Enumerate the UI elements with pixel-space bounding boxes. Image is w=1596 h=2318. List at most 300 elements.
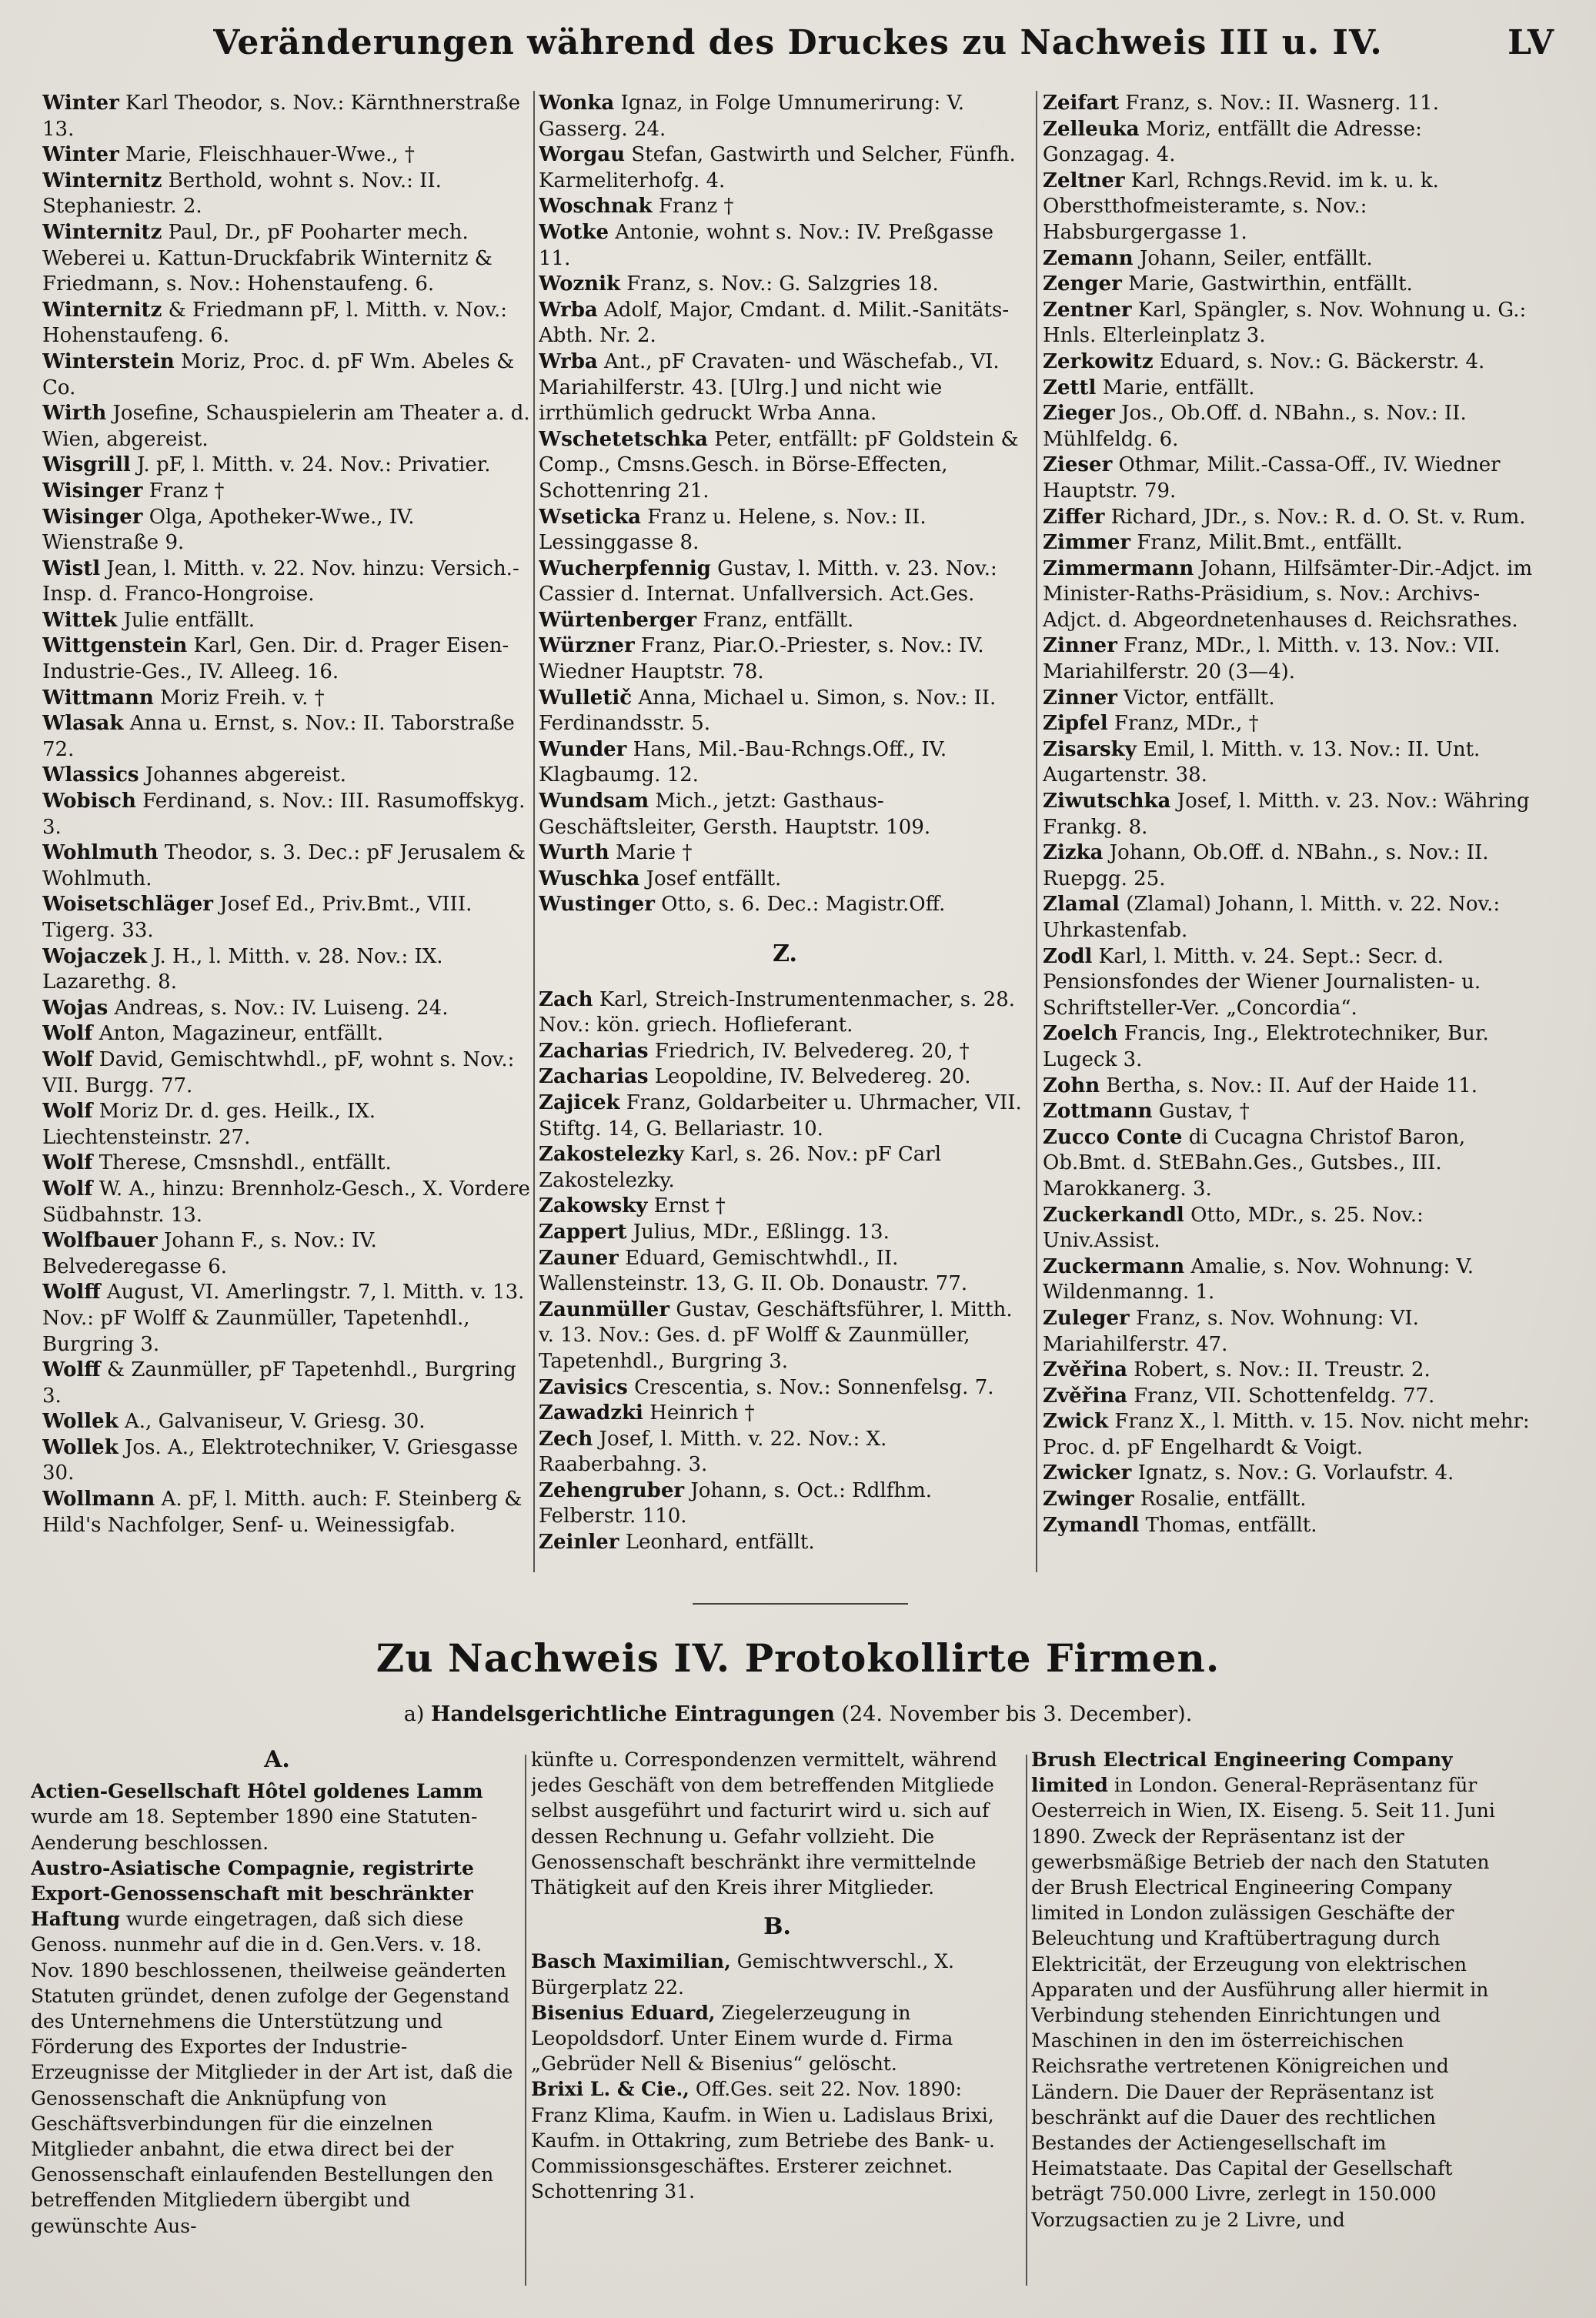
entry-name: Wolf xyxy=(42,1177,93,1201)
entry-text: Karl, Gen. Dir. d. Prager Eisen-Industrie-Ges., IV. Alleeg. 16. xyxy=(42,634,509,684)
entry-name: Zelleuka xyxy=(1043,117,1140,141)
directory-entry xyxy=(1043,840,1535,892)
directory-entry xyxy=(539,892,1031,918)
entry-name: Wolf xyxy=(42,1047,93,1071)
entry-name: Wollek xyxy=(42,1410,119,1434)
entry-text: Johann, Ob.Off. d. NBahn., s. Nov.: II. Ruepgg. 25. xyxy=(1043,841,1489,890)
directory-entry xyxy=(1043,401,1535,453)
directory-entry xyxy=(1043,117,1535,169)
entry-name: Wisgrill xyxy=(42,453,131,477)
entry-name: Wucherpfennig xyxy=(539,556,711,580)
directory-entry xyxy=(42,711,535,763)
entry-text: Marie, Gastwirthin, entfällt. xyxy=(1128,272,1413,296)
directory-entry xyxy=(1043,349,1535,376)
entry-text: Peter, entfällt: pF Goldstein & Comp., Cmsns.Gesch. in Börse-Effecten, Schottenring 21. xyxy=(539,427,1019,503)
directory-entry xyxy=(1043,1409,1535,1461)
directory-entry xyxy=(1043,944,1535,1022)
directory-entry xyxy=(42,220,535,298)
section-letter: Z. xyxy=(773,940,797,967)
directory-entry xyxy=(539,987,1031,1039)
directory-entry xyxy=(42,91,535,142)
entry-text: A. pF, l. Mitth. auch: F. Steinberg & Hild's Nachfolger, Senf- u. Weinessigfab. xyxy=(42,1488,523,1537)
entry-text: Josef, l. Mitth. v. 22. Nov.: X. Raaberbahng. 3. xyxy=(539,1427,887,1477)
entry-name: Woschnak xyxy=(539,195,653,219)
entry-text: Off.Ges. seit 22. Nov. 1890: Franz Klima, Kaufm. in Wien u. Ladislaus Brixi, Kaufm. in Ottakring, zum Betriebe des Bank- u. Commissionsgeschäftes. Ersterer zeichnet. Schottenring 31. xyxy=(531,2078,995,2203)
entry-name: Wseticka xyxy=(539,505,641,529)
entry-name: Zoelch xyxy=(1043,1022,1118,1046)
entry-text: Gustav, l. Mitth. v. 23. Nov.: Cassier d. Internat. Unfallversich. Act.Ges. xyxy=(539,556,997,606)
entry-name: Wrba xyxy=(539,298,598,322)
entry-text: David, Gemischtwhdl., pF, wohnt s. Nov.: VII. Burgg. 77. xyxy=(42,1047,515,1097)
directory-entry xyxy=(42,169,535,220)
entry-name: Zacharias xyxy=(539,1039,649,1063)
entry-name: Zaunmüller xyxy=(539,1298,670,1321)
section-letter: B. xyxy=(763,1913,791,1941)
entry-name: Winter xyxy=(42,143,119,167)
directory-entry xyxy=(1043,789,1535,840)
entry-name: Zlamal xyxy=(1043,893,1120,917)
directory-entry xyxy=(1043,1487,1535,1513)
directory-entry xyxy=(539,142,1031,194)
entry-name: Brush Electrical Engineering Company limited xyxy=(1031,1749,1453,1797)
entry-text: Olga, Apotheker-Wwe., IV. Wienstraße 9. xyxy=(42,505,415,555)
entry-text: Gustav, † xyxy=(1158,1100,1250,1124)
entry-name: Wolfbauer xyxy=(42,1229,158,1253)
entry-name: Zuckerkandl xyxy=(1043,1203,1184,1227)
entry-text: Moriz, entfällt die Adresse: Gonzagag. 4. xyxy=(1043,117,1422,167)
entry-name: Bisenius Eduard, xyxy=(531,2001,716,2024)
entry-name: Zawadzki xyxy=(539,1401,643,1425)
page-number: LV xyxy=(1508,23,1554,62)
entry-text: Franz, Piar.O.-Priester, s. Nov.: IV. Wiedner Hauptstr. 78. xyxy=(539,634,984,684)
entry-text: Anna, Michael u. Simon, s. Nov.: II. Ferdinandsstr. 5. xyxy=(539,686,997,736)
entry-text: Marie † xyxy=(615,841,693,865)
entry-name: Zeinler xyxy=(539,1531,619,1555)
entry-name: Winter xyxy=(42,92,119,115)
entry-text: Gustav, Geschäftsführer, l. Mitth. v. 13. Nov.: Ges. d. pF Wolff & Zaunmüller, Tapetenhdl., Burgring 3. xyxy=(539,1298,1013,1373)
entry-text: W. A., hinzu: Brennholz-Gesch., X. Vordere Südbahnstr. 13. xyxy=(42,1177,530,1227)
firms-column-2 xyxy=(531,1747,1023,2286)
entry-text: Franz, s. Nov.: II. Wasnerg. 11. xyxy=(1125,92,1439,115)
entry-name: Wulletič xyxy=(539,686,633,710)
entry-text: Franz, VII. Schottenfeldg. 77. xyxy=(1134,1384,1435,1408)
directory-entry xyxy=(42,1358,535,1409)
entry-name: Wschetetschka xyxy=(539,427,708,451)
directory-entry xyxy=(1043,1461,1535,1487)
entry-text: Jean, l. Mitth. v. 22. Nov. hinzu: Versich.-Insp. d. Franco-Hongroise. xyxy=(42,556,519,606)
entry-text: Karl, s. 26. Nov.: pF Carl Zakostelezky. xyxy=(539,1143,942,1192)
directory-entry xyxy=(1043,1074,1535,1100)
directory-entry xyxy=(531,2000,1023,2077)
entry-text: Josefine, Schauspielerin am Theater a. d. Wien, abgereist. xyxy=(42,402,530,451)
column-3 xyxy=(1043,91,1535,1576)
entry-text: Johannes abgereist. xyxy=(145,763,346,787)
entry-text: Jos. A., Elektrotechniker, V. Griesgasse 30. xyxy=(42,1435,519,1485)
directory-entry xyxy=(1043,169,1535,246)
entry-text: Karl Theodor, s. Nov.: Kärnthnerstraße 13. xyxy=(42,92,521,141)
entry-text: J. pF, l. Mitth. v. 24. Nov.: Privatier. xyxy=(137,453,491,477)
entry-name: Wirth xyxy=(42,402,107,426)
directory-entry xyxy=(42,1047,535,1099)
directory-entry xyxy=(42,892,535,944)
entry-name: Wohlmuth xyxy=(42,841,159,865)
entry-text: Hans, Mil.-Bau-Rchngs.Off., IV. Klagbaumg. 12. xyxy=(539,737,947,787)
entry-name: Zucco Conte xyxy=(1043,1125,1183,1149)
entry-name: Zizka xyxy=(1043,841,1104,865)
entry-text: Franz, MDr., † xyxy=(1114,712,1259,736)
directory-entry xyxy=(42,349,535,401)
directory-entry xyxy=(42,840,535,892)
directory-entry xyxy=(1043,1384,1535,1410)
entry-name: Zinner xyxy=(1043,686,1117,710)
entry-name: Zech xyxy=(539,1427,593,1451)
entry-text: Amalie, s. Nov. Wohnung: V. Wildenmanng. 1. xyxy=(1043,1254,1474,1304)
directory-entry xyxy=(539,1298,1031,1375)
entry-text: August, VI. Amerlingstr. 7, l. Mitth. v. 13. Nov.: pF Wolff & Zaunmüller, Tapetenhdl., Burgring 3. xyxy=(42,1281,525,1356)
directory-entry xyxy=(42,401,535,453)
entry-name: Woisetschläger xyxy=(42,893,214,917)
entry-text: di Cucagna Christof Baron, Ob.Bmt. d. StEBahn.Ges., Gutsbes., III. Marokkanerg. 3. xyxy=(1043,1125,1466,1201)
entry-text: Mich., jetzt: Gasthaus-Geschäftsleiter, Gersth. Hauptstr. 109. xyxy=(539,790,931,839)
entry-name: Wunder xyxy=(539,737,627,761)
entry-text: Thomas, entfällt. xyxy=(1145,1513,1317,1537)
entry-text: Victor, entfällt. xyxy=(1124,686,1275,710)
entry-name: Zakowsky xyxy=(539,1194,648,1218)
entry-text: A., Galvaniseur, V. Griesg. 30. xyxy=(125,1410,426,1434)
directory-entry xyxy=(1043,711,1535,737)
directory-entry xyxy=(42,1177,535,1228)
entry-name: Wrba xyxy=(539,349,598,373)
entry-name: Zauner xyxy=(539,1246,619,1270)
section-letter: A. xyxy=(264,1747,290,1773)
entry-text: Moriz Freih. v. † xyxy=(160,686,325,710)
directory-entry xyxy=(42,505,535,556)
entry-text: Francis, Ing., Elektrotechniker, Bur. Lugeck 3. xyxy=(1043,1022,1489,1071)
entry-name: Wolf xyxy=(42,1100,93,1124)
entry-name: Wojaczek xyxy=(42,944,147,968)
entry-text: wurde am 18. September 1890 eine Statuten-Aenderung beschlossen. xyxy=(31,1805,478,1854)
directory-entry xyxy=(539,1246,1031,1298)
entry-name: Wolf xyxy=(42,1022,93,1046)
entry-text: Franz, MDr., l. Mitth. v. 13. Nov.: VII. Mariahilferstr. 20 (3—4). xyxy=(1043,634,1501,684)
directory-entry xyxy=(42,996,535,1022)
entry-name: Zwinger xyxy=(1043,1488,1134,1511)
entry-name: Zach xyxy=(539,987,593,1011)
entry-name: Zodl xyxy=(1043,944,1093,968)
directory-entry xyxy=(1043,1513,1535,1539)
directory-entry xyxy=(42,556,535,608)
entry-text: Otto, s. 6. Dec.: Magistr.Off. xyxy=(661,893,946,917)
column-divider xyxy=(1036,91,1037,1572)
entry-text: Jos., Ob.Off. d. NBahn., s. Nov.: II. Mühlfeldg. 6. xyxy=(1043,402,1467,451)
directory-entry xyxy=(539,789,1031,840)
directory-entry xyxy=(539,1401,1031,1427)
directory-entry xyxy=(42,1435,535,1487)
entry-name: Brixi L. & Cie., xyxy=(531,2078,689,2101)
entry-name: Wittmann xyxy=(42,686,154,710)
column-divider xyxy=(533,91,535,1572)
entry-name: Zacharias xyxy=(539,1065,649,1089)
directory-entry xyxy=(539,840,1031,867)
directory-entry xyxy=(539,1375,1031,1401)
entry-name: Ziffer xyxy=(1043,505,1105,529)
entry-text: Marie, entfällt. xyxy=(1102,376,1255,399)
entry-name: Zentner xyxy=(1043,298,1132,322)
entry-name: Zieger xyxy=(1043,402,1115,426)
entry-name: Zvěřina xyxy=(1043,1358,1127,1382)
entry-text: Leonhard, entfällt. xyxy=(625,1531,815,1555)
directory-entry xyxy=(1031,1747,1524,2233)
entry-text: Crescentia, s. Nov.: Sonnenfelsg. 7. xyxy=(634,1375,994,1399)
entry-text: Heinrich † xyxy=(649,1401,755,1425)
directory-entry xyxy=(539,608,1031,634)
entry-text: Theodor, s. 3. Dec.: pF Jerusalem & Wohlmuth. xyxy=(42,841,526,890)
entry-name: Actien-Gesellschaft Hôtel goldenes Lamm xyxy=(31,1780,483,1803)
directory-entry xyxy=(1043,91,1535,117)
entry-name: Zimmer xyxy=(1043,531,1131,555)
column-divider xyxy=(525,1755,526,2286)
entry-name: Wolf xyxy=(42,1151,93,1175)
entry-name: Zohn xyxy=(1043,1074,1100,1097)
directory-entry xyxy=(42,479,535,505)
directory-entry xyxy=(1043,376,1535,402)
directory-entry xyxy=(539,1142,1031,1194)
entry-name: Zwicker xyxy=(1043,1461,1132,1485)
directory-entry xyxy=(539,1220,1031,1246)
entry-text: Marie, Fleischhauer-Wwe., † xyxy=(125,143,415,167)
directory-entry xyxy=(42,1409,535,1435)
section-title: Zu Nachweis IV. Protokollirte Firmen. xyxy=(376,1635,1220,1681)
directory-entry xyxy=(539,1427,1031,1478)
entry-name: Zinner xyxy=(1043,634,1117,658)
entry-text: Berthold, wohnt s. Nov.: II. Stephaniestr. 2. xyxy=(42,169,442,219)
entry-text: & Zaunmüller, pF Tapetenhdl., Burgring 3. xyxy=(42,1358,516,1408)
section-subtitle xyxy=(0,1702,1596,1726)
entry-text: Franz u. Helene, s. Nov.: II. Lessinggasse 8. xyxy=(539,505,927,555)
entry-name: Wolff xyxy=(42,1358,101,1382)
entry-name: Würzner xyxy=(539,634,635,658)
entry-text: Bertha, s. Nov.: II. Auf der Haide 11. xyxy=(1106,1074,1478,1097)
entry-text: Leopoldine, IV. Belvedereg. 20. xyxy=(654,1065,971,1089)
entry-name: Wistl xyxy=(42,556,101,580)
entry-text: Franz † xyxy=(658,195,734,219)
directory-entry xyxy=(539,686,1031,737)
directory-entry xyxy=(531,1949,1023,1999)
entry-name: Zipfel xyxy=(1043,712,1108,736)
directory-entry xyxy=(1043,1203,1535,1254)
directory-entry xyxy=(1043,530,1535,556)
entry-text: Othmar, Milit.-Cassa-Off., IV. Wiedner Hauptstr. 79. xyxy=(1043,453,1501,503)
directory-entry xyxy=(1043,737,1535,789)
entry-name: Winternitz xyxy=(42,220,162,244)
entry-text: Karl, l. Mitth. v. 24. Sept.: Secr. d. Pensionsfondes der Wiener Journalisten- u. Schriftsteller-Ver. „Concordia“. xyxy=(1043,944,1481,1020)
directory-entry xyxy=(42,1280,535,1358)
directory-entry xyxy=(42,1151,535,1177)
entry-text: J. H., l. Mitth. v. 28. Nov.: IX. Lazarethg. 8. xyxy=(42,944,443,994)
directory-entry xyxy=(42,944,535,996)
entry-text: Franz, s. Nov.: G. Salzgries 18. xyxy=(626,272,939,296)
entry-text: Franz, s. Nov. Wohnung: VI. Mariahilferstr. 47. xyxy=(1043,1306,1419,1356)
firms-column-3 xyxy=(1031,1747,1524,2286)
entry-text: künfte u. Correspondenzen vermittelt, während jedes Geschäft von dem betreffenden Mitgliede selbst ausgeführt und facturirt wird u. sich auf dessen Rechnung u. Gefahr vollzieht. Die Genossenschaft beschränkt ihre vermittelnde Thätigkeit auf den Kreis ihrer Mitglieder. xyxy=(531,1749,997,1899)
firms-column-1 xyxy=(31,1747,523,2286)
entry-name: Wojas xyxy=(42,996,109,1020)
entry-name: Zymandl xyxy=(1043,1513,1140,1537)
subtitle-rest: (24. November bis 3. December). xyxy=(841,1702,1193,1726)
entry-name: Zuckermann xyxy=(1043,1254,1185,1278)
entry-name: Zajicek xyxy=(539,1091,620,1114)
entry-text: Josef Ed., Priv.Bmt., VIII. Tigerg. 33. xyxy=(42,893,472,942)
directory-entry xyxy=(539,272,1031,298)
entry-name: Wustinger xyxy=(539,893,655,917)
entry-name: Zenger xyxy=(1043,272,1122,296)
entry-name: Wittgenstein xyxy=(42,634,188,658)
entry-text: Otto, MDr., s. 25. Nov.: Univ.Assist. xyxy=(1043,1203,1424,1253)
entry-text: Richard, JDr., s. Nov.: R. d. O. St. v. Rum. xyxy=(1110,505,1526,529)
entry-name: Zisarsky xyxy=(1043,737,1137,761)
directory-entry xyxy=(539,194,1031,220)
directory-entry xyxy=(539,1194,1031,1220)
entry-name: Winterstein xyxy=(42,349,175,373)
directory-entry xyxy=(1043,686,1535,712)
entry-text: Andreas, s. Nov.: IV. Luiseng. 24. xyxy=(114,996,449,1020)
entry-text: Franz X., l. Mitth. v. 15. Nov. nicht mehr: Proc. d. pF Engelhardt & Voigt. xyxy=(1043,1410,1530,1459)
directory-entry xyxy=(1043,272,1535,298)
directory-entry xyxy=(1043,633,1535,685)
entry-text: Johann, Seiler, entfällt. xyxy=(1139,246,1373,270)
entry-name: Zeltner xyxy=(1043,169,1125,192)
entry-text: Moriz Dr. d. ges. Heilk., IX. Liechtensteinstr. 27. xyxy=(42,1100,376,1149)
entry-name: Wobisch xyxy=(42,790,136,813)
entry-text: Rosalie, entfällt. xyxy=(1140,1488,1307,1511)
entry-name: Zeifart xyxy=(1043,92,1120,115)
directory-entry xyxy=(539,556,1031,608)
entry-name: Zehengruber xyxy=(539,1478,685,1502)
directory-entry xyxy=(42,298,535,349)
directory-entry xyxy=(539,298,1031,349)
entry-text: Josef, l. Mitth. v. 23. Nov.: Währing Frankg. 8. xyxy=(1043,790,1530,839)
directory-entry xyxy=(42,608,535,634)
entry-name: Zettl xyxy=(1043,376,1097,399)
directory-entry xyxy=(539,1064,1031,1091)
entry-text: Ant., pF Cravaten- und Wäschefab., VI. Mariahilferstr. 43. [Ulrg.] und nicht wie irrthümlich gedruckt Wrba Anna. xyxy=(539,349,1000,426)
entry-text: Gemischtwverschl., X. Bürgerplatz 22. xyxy=(531,1950,954,1999)
entry-name: Zimmermann xyxy=(1043,556,1194,580)
entry-name: Winternitz xyxy=(42,298,162,322)
entry-name: Wlasak xyxy=(42,712,124,736)
entry-text: Ernst † xyxy=(653,1194,726,1218)
entry-name: Worgau xyxy=(539,143,626,167)
entry-text: Adolf, Major, Cmdant. d. Milit.-Sanitäts-Abth. Nr. 2. xyxy=(539,298,1010,348)
entry-name: Wollek xyxy=(42,1435,119,1459)
directory-entry xyxy=(1043,246,1535,272)
column-divider xyxy=(1026,1755,1027,2286)
column-1 xyxy=(42,91,535,1576)
entry-name: Zakostelezky xyxy=(539,1143,684,1167)
directory-entry xyxy=(531,1747,1023,1900)
entry-name: Wurth xyxy=(539,841,609,865)
directory-entry xyxy=(539,1478,1031,1530)
entry-name: Wundsam xyxy=(539,790,649,813)
directory-entry xyxy=(42,686,535,712)
entry-text: Johann, Hilfsämter-Dir.-Adjct. im Minister-Raths-Präsidium, s. Nov.: Archivs-Adjct. d. Abgeordnetenhauses d. Reichsrathes. xyxy=(1043,556,1533,632)
entry-name: Zavisics xyxy=(539,1375,628,1399)
directory-entry xyxy=(1043,1358,1535,1384)
entry-name: Basch Maximilian, xyxy=(531,1950,731,1973)
directory-entry xyxy=(1043,1306,1535,1358)
entry-text: Ziegelerzeugung in Leopoldsdorf. Unter Einem wurde d. Firma „Gebrüder Nell & Bisenius“ gelöscht. xyxy=(531,2001,953,2076)
directory-entry xyxy=(1043,1021,1535,1073)
entry-text: Robert, s. Nov.: II. Treustr. 2. xyxy=(1134,1358,1431,1382)
directory-entry xyxy=(1043,1254,1535,1306)
section-divider xyxy=(693,1603,908,1605)
directory-entry xyxy=(42,1099,535,1151)
entry-name: Zvěřina xyxy=(1043,1384,1127,1408)
entry-text: Anna u. Ernst, s. Nov.: II. Taborstraße 72. xyxy=(42,712,515,761)
directory-entry xyxy=(42,633,535,685)
directory-entry xyxy=(42,1021,535,1047)
directory-entry xyxy=(539,1091,1031,1142)
directory-entry xyxy=(1043,453,1535,504)
directory-entry xyxy=(539,220,1031,272)
entry-text: Therese, Cmsnshdl., entfällt. xyxy=(98,1151,392,1175)
directory-entry xyxy=(42,789,535,840)
entry-text: Julie entfällt. xyxy=(123,608,255,632)
directory-entry xyxy=(42,453,535,479)
entry-name: Wolff xyxy=(42,1281,101,1304)
entry-text: in London. General-Repräsentanz für Oesterreich in Wien, IX. Eiseng. 5. Seit 11. Juni 1890. Zweck der Repräsentanz ist der gewerbsmäßige Betrieb der nach den Statuten der Brush Electrical Engineering Company limited in London zulässigen Geschäfte der Beleuchtung und Kraftübertragung durch Elektricität, der Erzeugung von elektrischen Apparaten und der Ausführung aller hiermit in Verbindung stehenden Einrichtungen und Maschinen in den im österreichischen Reichsrathe vertretenen Königreichen und Ländern. Die Dauer der Repräsentanz ist beschränkt auf die Dauer des rechtlichen Bestandes der Actiengesellschaft im Heimatstaate. Das Capital der Gesellschaft beträgt 750.000 Livre, zerlegt in 150.000 Vorzugsactien zu je 2 Livre, und xyxy=(1031,1774,1495,2231)
entry-text: Ignaz, in Folge Umnumerirung: V. Gasserg. 24. xyxy=(539,92,964,141)
entry-text: Franz, entfällt. xyxy=(703,608,854,632)
entry-name: Wittek xyxy=(42,608,118,632)
entry-text: Franz, Milit.Bmt., entfällt. xyxy=(1137,531,1403,555)
directory-entry xyxy=(1043,505,1535,531)
entry-text: Karl, Rchngs.Revid. im k. u. k. Oberstthofmeisteramte, s. Nov.: Habsburgergasse 1. xyxy=(1043,169,1439,244)
entry-name: Würtenberger xyxy=(539,608,697,632)
entry-name: Ziwutschka xyxy=(1043,790,1171,813)
directory-entry xyxy=(42,763,535,789)
directory-entry xyxy=(1043,298,1535,349)
entry-text: Antonie, wohnt s. Nov.: IV. Preßgasse 11. xyxy=(539,220,994,270)
column-2 xyxy=(539,91,1031,1576)
entry-name: Wollmann xyxy=(42,1488,155,1511)
entry-name: Zwick xyxy=(1043,1410,1109,1434)
entry-text: Josef entfällt. xyxy=(646,867,782,890)
directory-entry xyxy=(539,505,1031,556)
directory-entry xyxy=(539,633,1031,685)
directory-entry xyxy=(31,1779,523,1855)
entry-text: Ignatz, s. Nov.: G. Vorlaufstr. 4. xyxy=(1137,1461,1454,1485)
directory-entry xyxy=(539,1530,1031,1556)
directory-entry xyxy=(531,2076,1023,2204)
entry-text: Stefan, Gastwirth und Selcher, Fünfh. Karmeliterhofg. 4. xyxy=(539,143,1016,192)
entry-text: Karl, Spängler, s. Nov. Wohnung u. G.: Hnls. Elterleinplatz 3. xyxy=(1043,298,1527,348)
directory-entry xyxy=(539,427,1031,505)
entry-name: Wlassics xyxy=(42,763,139,787)
entry-text: (Zlamal) Johann, l. Mitth. v. 22. Nov.: Uhrkastenfab. xyxy=(1043,893,1501,942)
entry-name: Wuschka xyxy=(539,867,640,890)
entry-text: Johann, s. Oct.: Rdlfhm. Felberstr. 110. xyxy=(539,1478,932,1528)
directory-entry xyxy=(539,737,1031,789)
entry-text: & Friedmann pF, l. Mitth. v. Nov.: Hohenstaufeng. 6. xyxy=(42,298,508,348)
entry-text: Karl, Streich-Instrumentenmacher, s. 28. Nov.: kön. griech. Hoflieferant. xyxy=(539,987,1016,1037)
directory-entry xyxy=(539,867,1031,893)
entry-name: Zottmann xyxy=(1043,1100,1153,1124)
entry-text: Eduard, s. Nov.: G. Bäckerstr. 4. xyxy=(1159,349,1485,373)
entry-name: Austro-Asiatische Compagnie, registrirte Export-Genossenschaft mit beschränkter Haftung xyxy=(31,1856,474,1931)
entry-name: Zemann xyxy=(1043,246,1134,270)
directory-entry xyxy=(42,1487,535,1538)
